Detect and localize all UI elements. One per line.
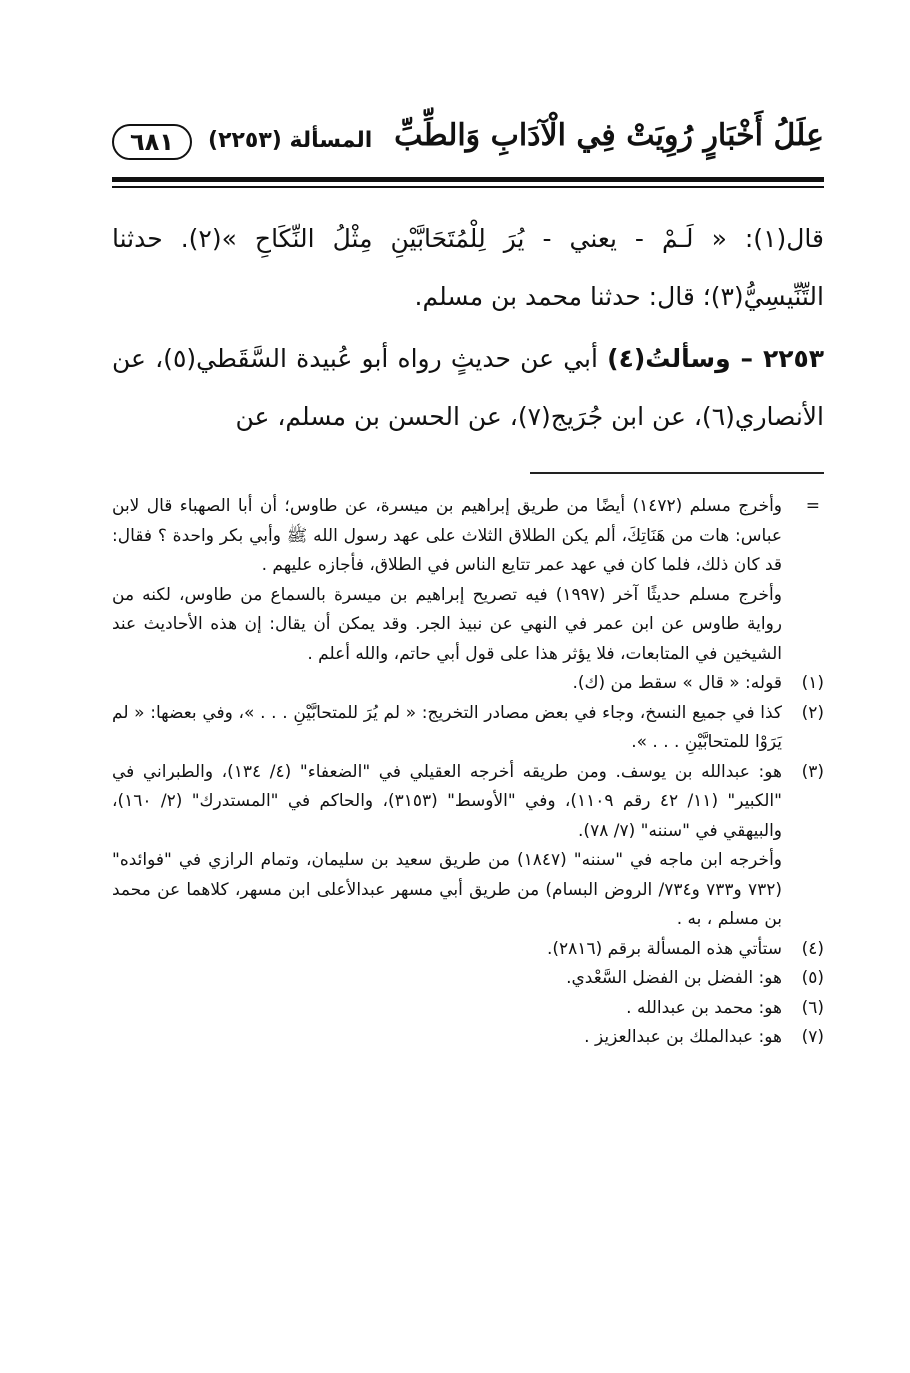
header-rule-thin xyxy=(112,186,824,188)
footnote-7 xyxy=(112,1023,824,1053)
page-number-badge: ٦٨١ xyxy=(112,124,192,160)
footnote-paragraph: وأخرج مسلم حديثًا آخر (١٩٩٧) فيه تصريح إبراهيم بن ميسرة بالسماع من طاوس، لكنه من رواية طاوس عن ابن عمر في النهي عن نبيذ الجر. وقد يمكن أن يقال: إن هذه الأحاديث عند الشيخين في المتابعات، فلا يؤثر هذا على قول أبي حاتم، والله أعلم . xyxy=(112,584,782,664)
footnote-paragraph: وأخرج مسلم (١٤٧٢) أيضًا من طريق إبراهيم بن ميسرة، عن طاوس؛ أن أبا الصهباء قال لابن عباس: هات من هَنَاتِكَ، ألم يكن الطلاق الثلاث على عهد رسول الله ﷺ وأبي بكر واحدة ؟ فقال: قد كان ذلك، فلما كان في عهد عمر تتايع الناس في الطلاق، فأجازه عليهم . xyxy=(112,496,783,575)
main-text xyxy=(112,210,824,450)
footnote-number: (١) xyxy=(801,673,824,693)
footnote-2 xyxy=(112,699,824,758)
footnote-4 xyxy=(112,935,824,965)
footnote-paragraph: وأخرجه ابن ماجه في "سننه" (١٨٤٧) من طريق سعيد بن سليمان، وتمام الرازي في "فوائده" (٧٣٢ و٧٣٣ و٧٣٤/ الروض البسام) من طريق أبي مسهر عبدالأعلى ابن مسهر، كلاهما عن محمد بن مسلم ، به . xyxy=(112,850,782,929)
issue-label: المسألة (٢٢٥٣) xyxy=(208,128,373,153)
footnote-paragraph: هو: عبدالملك بن عبدالعزيز . xyxy=(584,1027,782,1047)
footnote-number: (٤) xyxy=(801,938,824,959)
header-rule-thick xyxy=(112,177,824,182)
footnote-5 xyxy=(112,964,824,994)
footnote-continuation xyxy=(112,492,824,669)
footnote-paragraph: قوله: « قال » سقط من (ك). xyxy=(572,673,782,693)
issue-number: ٢٢٥٣ – وسألتُ(٤) xyxy=(607,344,825,373)
continuation-mark: = xyxy=(805,496,820,516)
footnote-paragraph: كذا في جميع النسخ، وجاء في بعض مصادر التخريج: « لم يُرَ للمتحابَّيْنِ . . . »، وفي بعضها: « لم يَرَوْا للمتحابَّيْنِ . . . ». xyxy=(112,702,782,752)
footnote-paragraph: ستأتي هذه المسألة برقم (٢٨١٦). xyxy=(547,938,782,959)
main-paragraph-2 xyxy=(112,330,824,446)
footnote-number: (٣) xyxy=(801,761,824,782)
question-text: أبي عن حديثٍ رواه أبو عُبيدة السَّقَطي(٥)، عن الأنصاري(٦)، عن ابن جُرَيج(٧)، عن الحسن بن مسلم، عن xyxy=(112,344,824,431)
footnote-3 xyxy=(112,758,824,935)
footnote-paragraph: هو: محمد بن عبدالله . xyxy=(626,997,782,1018)
footnote-separator xyxy=(530,472,824,474)
footnote-6 xyxy=(112,994,824,1024)
footnote-number: (٦) xyxy=(801,997,824,1018)
main-paragraph-1: قال(١): « لَـمْ - يعني - يُرَ لِلْمُتَحَابَّيْنِ مِثْلُ النِّكَاحِ »(٢). حدثنا التِّنِّيسِيُّ(٣)؛ قال: حدثنا محمد بن مسلم. xyxy=(112,224,824,311)
footnote-1 xyxy=(112,669,824,699)
page-header xyxy=(112,118,824,174)
footnote-number: (٧) xyxy=(801,1027,824,1047)
running-title: عِلَلُ أَخْبَارٍ رُوِيَتْ فِي الْآدَابِ وَالطِّبِّ xyxy=(394,118,824,153)
footnote-number: (٢) xyxy=(801,702,824,723)
footnotes xyxy=(112,492,824,1053)
footnote-number: (٥) xyxy=(801,968,824,988)
footnote-paragraph: هو: الفضل بن الفضل السَّعْدي. xyxy=(566,968,782,988)
footnote-paragraph: هو: عبدالله بن يوسف. ومن طريقه أخرجه العقيلي في "الضعفاء" (٤/ ١٣٤)، والطبراني في "الكبير" (١١/ ٤٢ رقم ١١٠٩)، وفي "الأوسط" (٣١٥٣)، والحاكم في "المستدرك" (٢/ ١٦٠)، والبيهقي في "سننه" (٧/ ٧٨). xyxy=(112,761,782,841)
